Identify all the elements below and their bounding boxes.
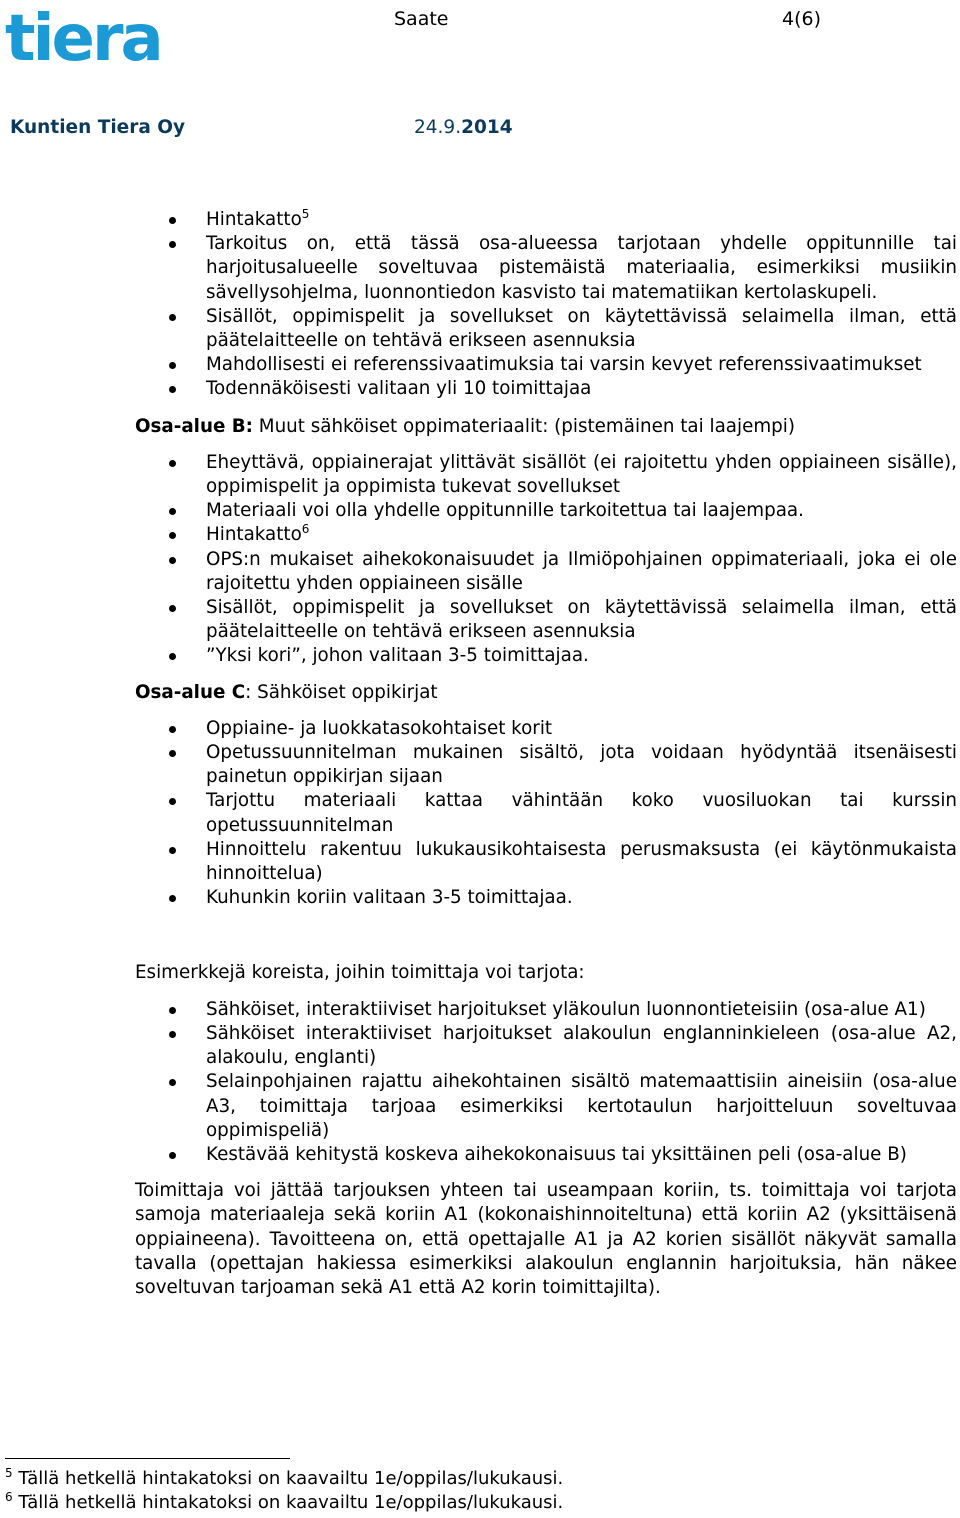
footnote-6: $^6$ Tällä hetkellä hintakatoksi on kaavailtu 1e/oppilas/lukukausi. bbox=[5, 1490, 564, 1513]
svg-text:tiera: tiera bbox=[5, 6, 161, 66]
examples-intro: Esimerkkejä koreista, joihin toimittaja voi tarjota: bbox=[135, 962, 585, 984]
document-date: 24.9.2014 bbox=[414, 117, 513, 138]
list-item: Sisällöt, oppimispelit ja sovellukset on käytettävissä selaimella ilman, että päätelaitteelle on tehtävä erikseen asennuksia bbox=[135, 305, 957, 353]
list-item: Materiaali voi olla yhdelle oppitunnille tarkoitettua tai laajempaa. bbox=[135, 499, 957, 523]
list-item: Hintakatto$^5$ bbox=[135, 208, 957, 232]
list-item: Selainpohjainen rajattu aihekohtainen sisältö matemaattisiin aineisiin (osa-alue A3, toimittaja tarjoaa esimerkiksi kertotaulun harjoitteluun soveltuvaa oppimispeliä) bbox=[135, 1070, 957, 1143]
list-item: Sisällöt, oppimispelit ja sovellukset on käytettävissä selaimella ilman, että päätelaitteelle on tehtävä erikseen asennuksia bbox=[135, 596, 957, 644]
document-body bbox=[135, 208, 957, 1300]
closing-paragraph: Toimittaja voi jättää tarjouksen yhteen tai useampaan koriin, ts. toimittaja voi tarjota samoja materiaaleja sekä koriin A1 (kokonaishinnoiteltuna) että koriin A2 (yksittäisenä oppiaineena). Tavoitteena on, että opettajalle A1 ja A2 korien sisällöt näkyvät samalla tavalla (opettajan hakiessa esimerkiksi alakoulun englannin harjoituksia, hän näkee soveltuvan tarjoaman sekä A1 että A2 korin toimittajilta). bbox=[135, 1180, 957, 1298]
section-c-heading: Osa-alue C: Sähköiset oppikirjat bbox=[135, 681, 438, 703]
document-title: Saate bbox=[394, 8, 449, 30]
company-name: Kuntien Tiera Oy bbox=[10, 117, 186, 138]
list-item: Oppiaine- ja luokkatasokohtaiset korit bbox=[135, 717, 957, 741]
tiera-logo bbox=[5, 6, 173, 66]
list-item: Kuhunkin koriin valitaan 3-5 toimittajaa. bbox=[135, 886, 957, 910]
list-item: Todennäköisesti valitaan yli 10 toimittajaa bbox=[135, 377, 957, 401]
list-item: Hinnoittelu rakentuu lukukausikohtaisesta perusmaksusta (ei käytönmukaista hinnoittelua) bbox=[135, 838, 957, 886]
list-item: Kestävää kehitystä koskeva aihekokonaisuus tai yksittäinen peli (osa-alue B) bbox=[135, 1143, 957, 1167]
page-number: 4(6) bbox=[782, 8, 822, 30]
list-item: Eheyttävä, oppiainerajat ylittävät sisällöt (ei rajoitettu yhden oppiaineen sisälle), oppimispelit ja oppimista tukevat sovellukset bbox=[135, 451, 957, 499]
list-item: Tarkoitus on, että tässä osa-alueessa tarjotaan yhdelle oppitunnille tai harjoitusalueelle soveltuvaa pistemäistä materiaalia, esimerkiksi musiikin sävellysohjelma, luonnontiedon kasvisto tai matematiikan kertolaskupeli. bbox=[135, 232, 957, 305]
list-item: Mahdollisesti ei referenssivaatimuksia tai varsin kevyet referenssivaatimukset bbox=[135, 353, 957, 377]
list-item: Tarjottu materiaali kattaa vähintään koko vuosiluokan tai kurssin opetussuunnitelman bbox=[135, 789, 957, 837]
list-item: Opetussuunnitelman mukainen sisältö, jota voidaan hyödyntää itsenäisesti painetun oppikirjan sijaan bbox=[135, 741, 957, 789]
list-examples bbox=[135, 998, 957, 1167]
list-item: OPS:n mukaiset aihekokonaisuudet ja Ilmiöpohjainen oppimateriaali, joka ei ole rajoitettu yhden oppiaineen sisälle bbox=[135, 548, 957, 596]
list-item: Sähköiset, interaktiiviset harjoitukset yläkoulun luonnontieteisiin (osa-alue A1) bbox=[135, 998, 957, 1022]
footnote-divider bbox=[5, 1458, 290, 1459]
list-section-c bbox=[135, 717, 957, 911]
list-section-a bbox=[135, 208, 957, 402]
footnote-5: $^5$ Tällä hetkellä hintakatoksi on kaavailtu 1e/oppilas/lukukausi. bbox=[5, 1466, 564, 1489]
list-section-b bbox=[135, 451, 957, 669]
list-item: ”Yksi kori”, johon valitaan 3-5 toimittajaa. bbox=[135, 644, 957, 668]
list-item: Hintakatto$^6$ bbox=[135, 523, 957, 547]
list-item: Sähköiset interaktiiviset harjoitukset alakoulun englanninkieleen (osa-alue A2, alakoulu, englanti) bbox=[135, 1022, 957, 1070]
section-b-heading: Osa-alue B: Muut sähköiset oppimateriaalit: (pistemäinen tai laajempi) bbox=[135, 415, 795, 437]
